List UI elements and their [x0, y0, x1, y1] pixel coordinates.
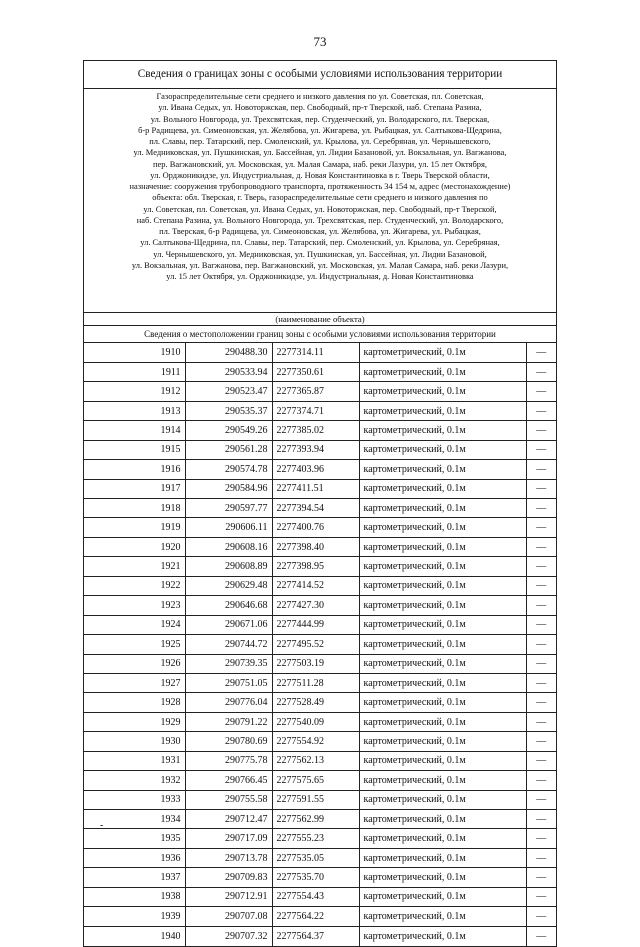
point-number-cell: 1932	[84, 771, 185, 790]
error-cell: —	[526, 421, 556, 440]
table-row	[84, 635, 556, 654]
method-cell: картометрический, 0.1м	[359, 751, 526, 770]
object-description-line: Газораспределительные сети среднего и низкого давления по ул. Советская, пл. Советская,	[156, 91, 484, 101]
y-coordinate-cell: 2277374.71	[272, 401, 359, 420]
x-coordinate-cell: 290775.78	[185, 751, 272, 770]
point-number-cell: 1940	[84, 926, 185, 945]
point-number-cell: 1914	[84, 421, 185, 440]
method-cell: картометрический, 0.1м	[359, 926, 526, 945]
table-row	[84, 362, 556, 381]
table-row	[84, 557, 556, 576]
y-coordinate-cell: 2277400.76	[272, 518, 359, 537]
x-coordinate-cell: 290717.09	[185, 829, 272, 848]
x-coordinate-cell: 290755.58	[185, 790, 272, 809]
x-coordinate-cell: 290671.06	[185, 615, 272, 634]
y-coordinate-cell: 2277562.13	[272, 751, 359, 770]
table-row	[84, 576, 556, 595]
x-coordinate-cell: 290713.78	[185, 848, 272, 867]
object-description	[84, 89, 556, 313]
error-cell: —	[526, 868, 556, 887]
method-cell: картометрический, 0.1м	[359, 712, 526, 731]
x-coordinate-cell: 290766.45	[185, 771, 272, 790]
object-description-line: ул. Советская, пл. Советская, ул. Ивана Седых, ул. Новоторжская, пер. Свободный, пр-т Тверской,	[143, 203, 497, 214]
y-coordinate-cell: 2277591.55	[272, 790, 359, 809]
method-cell: картометрический, 0.1м	[359, 673, 526, 692]
y-coordinate-cell: 2277394.54	[272, 499, 359, 518]
table-row	[84, 596, 556, 615]
x-coordinate-cell: 290707.32	[185, 926, 272, 945]
point-number-cell: 1917	[84, 479, 185, 498]
point-number-cell: 1935	[84, 829, 185, 848]
method-cell: картометрический, 0.1м	[359, 810, 526, 829]
table-row	[84, 615, 556, 634]
y-coordinate-cell: 2277528.49	[272, 693, 359, 712]
y-coordinate-cell: 2277554.43	[272, 887, 359, 906]
table-row	[84, 771, 556, 790]
error-cell: —	[526, 596, 556, 615]
method-cell: картометрический, 0.1м	[359, 518, 526, 537]
method-cell: картометрический, 0.1м	[359, 693, 526, 712]
x-coordinate-cell: 290712.91	[185, 887, 272, 906]
y-coordinate-cell: 2277444.99	[272, 615, 359, 634]
x-coordinate-cell: 290712.47	[185, 810, 272, 829]
error-cell: —	[526, 732, 556, 751]
point-number-cell: 1934	[84, 810, 185, 829]
table-row	[84, 907, 556, 926]
table-row	[84, 401, 556, 420]
method-cell: картометрический, 0.1м	[359, 887, 526, 906]
point-number-cell: 1937	[84, 868, 185, 887]
error-cell: —	[526, 362, 556, 381]
error-cell: —	[526, 810, 556, 829]
method-cell: картометрический, 0.1м	[359, 848, 526, 867]
method-cell: картометрический, 0.1м	[359, 382, 526, 401]
method-cell: картометрический, 0.1м	[359, 499, 526, 518]
object-description-line: ул. Салтыкова-Щедрина, пл. Славы, пер. Татарский, пер. Смоленский, ул. Крылова, ул. Серебряная,	[140, 237, 500, 248]
point-number-cell: 1920	[84, 537, 185, 556]
point-number-cell: 1916	[84, 460, 185, 479]
y-coordinate-cell: 2277398.40	[272, 537, 359, 556]
method-cell: картометрический, 0.1м	[359, 829, 526, 848]
y-coordinate-cell: 2277554.92	[272, 732, 359, 751]
x-coordinate-cell: 290646.68	[185, 596, 272, 615]
point-number-cell: 1930	[84, 732, 185, 751]
x-coordinate-cell: 290709.83	[185, 868, 272, 887]
error-cell: —	[526, 635, 556, 654]
method-cell: картометрический, 0.1м	[359, 479, 526, 498]
table-row	[84, 421, 556, 440]
object-description-line: пер. Вагжановский, ул. Московская, ул. Малая Самара, наб. реки Лазури, ул. 15 лет Октября,	[153, 158, 487, 169]
table-row	[84, 693, 556, 712]
x-coordinate-cell: 290780.69	[185, 732, 272, 751]
error-cell: —	[526, 829, 556, 848]
point-number-cell: 1931	[84, 751, 185, 770]
x-coordinate-cell: 290791.22	[185, 712, 272, 731]
table-row	[84, 868, 556, 887]
object-description-line: ул. Вольного Новгорода, ул. Трехсвятская, пер. Студенческий, ул. Володарского, пл. Тверская,	[150, 113, 490, 124]
table-row	[84, 460, 556, 479]
error-cell: —	[526, 926, 556, 945]
x-coordinate-cell: 290608.16	[185, 537, 272, 556]
error-cell: —	[526, 440, 556, 459]
table-row	[84, 810, 556, 829]
error-cell: —	[526, 479, 556, 498]
table-row	[84, 751, 556, 770]
y-coordinate-cell: 2277575.65	[272, 771, 359, 790]
location-section-title: Сведения о местоположении границ зоны с особыми условиями использования территории	[84, 326, 556, 343]
y-coordinate-cell: 2277350.61	[272, 362, 359, 381]
method-cell: картометрический, 0.1м	[359, 557, 526, 576]
method-cell: картометрический, 0.1м	[359, 732, 526, 751]
scan-mark: -	[100, 820, 104, 831]
x-coordinate-cell: 290523.47	[185, 382, 272, 401]
point-number-cell: 1924	[84, 615, 185, 634]
x-coordinate-cell: 290776.04	[185, 693, 272, 712]
x-coordinate-cell: 290606.11	[185, 518, 272, 537]
x-coordinate-cell: 290608.89	[185, 557, 272, 576]
table-row	[84, 848, 556, 867]
table-row	[84, 440, 556, 459]
method-cell: картометрический, 0.1м	[359, 421, 526, 440]
x-coordinate-cell: 290597.77	[185, 499, 272, 518]
object-description-line: ул. Вокзальная, ул. Вагжанова, пер. Вагжановский, ул. Московская, ул. Малая Самара, наб. реки Лазури,	[131, 259, 509, 270]
y-coordinate-cell: 2277414.52	[272, 576, 359, 595]
table-row	[84, 654, 556, 673]
y-coordinate-cell: 2277403.96	[272, 460, 359, 479]
point-number-cell: 1912	[84, 382, 185, 401]
error-cell: —	[526, 401, 556, 420]
error-cell: —	[526, 693, 556, 712]
point-number-cell: 1927	[84, 673, 185, 692]
y-coordinate-cell: 2277511.28	[272, 673, 359, 692]
x-coordinate-cell: 290535.37	[185, 401, 272, 420]
error-cell: —	[526, 712, 556, 731]
point-number-cell: 1928	[84, 693, 185, 712]
method-cell: картометрический, 0.1м	[359, 868, 526, 887]
error-cell: —	[526, 771, 556, 790]
x-coordinate-cell: 290488.30	[185, 343, 272, 362]
y-coordinate-cell: 2277564.22	[272, 907, 359, 926]
method-cell: картометрический, 0.1м	[359, 401, 526, 420]
y-coordinate-cell: 2277535.05	[272, 848, 359, 867]
coordinates-table	[84, 343, 556, 946]
zone-boundaries-form	[83, 60, 557, 947]
error-cell: —	[526, 382, 556, 401]
error-cell: —	[526, 887, 556, 906]
method-cell: картометрический, 0.1м	[359, 907, 526, 926]
x-coordinate-cell: 290584.96	[185, 479, 272, 498]
error-cell: —	[526, 557, 556, 576]
table-row	[84, 499, 556, 518]
method-cell: картометрический, 0.1м	[359, 460, 526, 479]
method-cell: картометрический, 0.1м	[359, 654, 526, 673]
table-row	[84, 732, 556, 751]
y-coordinate-cell: 2277411.51	[272, 479, 359, 498]
table-row	[84, 518, 556, 537]
y-coordinate-cell: 2277562.99	[272, 810, 359, 829]
table-row	[84, 887, 556, 906]
y-coordinate-cell: 2277365.87	[272, 382, 359, 401]
point-number-cell: 1936	[84, 848, 185, 867]
object-description-line: ул. Медниковская, ул. Пушкинская, ул. Бассейная, ул. Лидии Базановой, ул. Вокзальная, ул. Вагжанова,	[133, 147, 507, 158]
x-coordinate-cell: 290549.26	[185, 421, 272, 440]
method-cell: картометрический, 0.1м	[359, 537, 526, 556]
error-cell: —	[526, 343, 556, 362]
method-cell: картометрический, 0.1м	[359, 771, 526, 790]
method-cell: картометрический, 0.1м	[359, 790, 526, 809]
x-coordinate-cell: 290561.28	[185, 440, 272, 459]
object-description-line: наб. Степана Разина, ул. Вольного Новгорода, ул. Трехсвятская, пер. Студенческий, ул. Володарского,	[136, 214, 504, 225]
x-coordinate-cell: 290574.78	[185, 460, 272, 479]
table-row	[84, 829, 556, 848]
error-cell: —	[526, 673, 556, 692]
x-coordinate-cell: 290739.35	[185, 654, 272, 673]
object-description-line: ул. Чернышевского, ул. Медниковская, ул. Пушкинская, ул. Бассейная, ул. Лидии Базановой,	[153, 248, 487, 259]
point-number-cell: 1913	[84, 401, 185, 420]
error-cell: —	[526, 576, 556, 595]
error-cell: —	[526, 848, 556, 867]
y-coordinate-cell: 2277427.30	[272, 596, 359, 615]
point-number-cell: 1922	[84, 576, 185, 595]
table-row	[84, 537, 556, 556]
point-number-cell: 1919	[84, 518, 185, 537]
y-coordinate-cell: 2277495.52	[272, 635, 359, 654]
point-number-cell: 1926	[84, 654, 185, 673]
x-coordinate-cell: 290533.94	[185, 362, 272, 381]
table-row	[84, 382, 556, 401]
page-number: 73	[313, 34, 327, 49]
method-cell: картометрический, 0.1м	[359, 440, 526, 459]
error-cell: —	[526, 654, 556, 673]
object-description-line: ул. 15 лет Октября, ул. Орджоникидзе, ул. Индустриальная, д. Новая Константиновка	[166, 271, 474, 281]
form-heading: Сведения о границах зоны с особыми условиями использования территории	[84, 61, 556, 89]
error-cell: —	[526, 460, 556, 479]
y-coordinate-cell: 2277540.09	[272, 712, 359, 731]
y-coordinate-cell: 2277555.23	[272, 829, 359, 848]
method-cell: картометрический, 0.1м	[359, 576, 526, 595]
method-cell: картометрический, 0.1м	[359, 635, 526, 654]
point-number-cell: 1933	[84, 790, 185, 809]
point-number-cell: 1939	[84, 907, 185, 926]
object-description-line: б-р Радищева, ул. Симеоновская, ул. Желябова, ул. Жигарева, ул. Рыбацкая, ул. Салтыкова-Щедрина,	[138, 124, 502, 135]
table-row	[84, 343, 556, 362]
table-row	[84, 712, 556, 731]
object-description-line: объекта: обл. Тверская, г. Тверь, газораспределительные сети среднего и низкого давления по	[152, 192, 488, 203]
y-coordinate-cell: 2277398.95	[272, 557, 359, 576]
object-caption: (наименование объекта)	[84, 313, 556, 326]
object-description-line: ул. Орджоникидзе, ул. Индустриальная, д. Новая Константиновка в г. Тверь Тверской области,	[150, 169, 490, 180]
table-row	[84, 673, 556, 692]
y-coordinate-cell: 2277393.94	[272, 440, 359, 459]
table-row	[84, 926, 556, 945]
object-description-line: ул. Ивана Седых, ул. Новоторжская, пер. Свободный, пр-т Тверской, наб. Степана Разина,	[158, 102, 482, 113]
method-cell: картометрический, 0.1м	[359, 343, 526, 362]
method-cell: картометрический, 0.1м	[359, 362, 526, 381]
y-coordinate-cell: 2277385.02	[272, 421, 359, 440]
point-number-cell: 1921	[84, 557, 185, 576]
table-row	[84, 479, 556, 498]
error-cell: —	[526, 499, 556, 518]
error-cell: —	[526, 751, 556, 770]
y-coordinate-cell: 2277535.70	[272, 868, 359, 887]
method-cell: картометрический, 0.1м	[359, 596, 526, 615]
x-coordinate-cell: 290707.08	[185, 907, 272, 926]
point-number-cell: 1929	[84, 712, 185, 731]
point-number-cell: 1911	[84, 362, 185, 381]
y-coordinate-cell: 2277564.37	[272, 926, 359, 945]
method-cell: картометрический, 0.1м	[359, 615, 526, 634]
point-number-cell: 1918	[84, 499, 185, 518]
x-coordinate-cell: 290744.72	[185, 635, 272, 654]
y-coordinate-cell: 2277314.11	[272, 343, 359, 362]
point-number-cell: 1938	[84, 887, 185, 906]
object-description-line: пл. Славы, пер. Татарский, пер. Смоленский, ул. Крылова, ул. Серебряная, ул. Чернышевского,	[149, 136, 491, 146]
error-cell: —	[526, 615, 556, 634]
error-cell: —	[526, 790, 556, 809]
error-cell: —	[526, 907, 556, 926]
x-coordinate-cell: 290629.48	[185, 576, 272, 595]
object-description-line: назначение: сооружения трубопроводного транспорта, протяженность 34 154 м, адрес (местонахождение)	[129, 181, 511, 191]
table-row	[84, 790, 556, 809]
error-cell: —	[526, 537, 556, 556]
x-coordinate-cell: 290751.05	[185, 673, 272, 692]
point-number-cell: 1910	[84, 343, 185, 362]
y-coordinate-cell: 2277503.19	[272, 654, 359, 673]
error-cell: —	[526, 518, 556, 537]
point-number-cell: 1925	[84, 635, 185, 654]
point-number-cell: 1923	[84, 596, 185, 615]
point-number-cell: 1915	[84, 440, 185, 459]
object-description-line: пл. Тверская, б-р Радищева, ул. Симеоновская, ул. Желябова, ул. Жигарева, ул. Рыбацкая,	[159, 226, 481, 236]
